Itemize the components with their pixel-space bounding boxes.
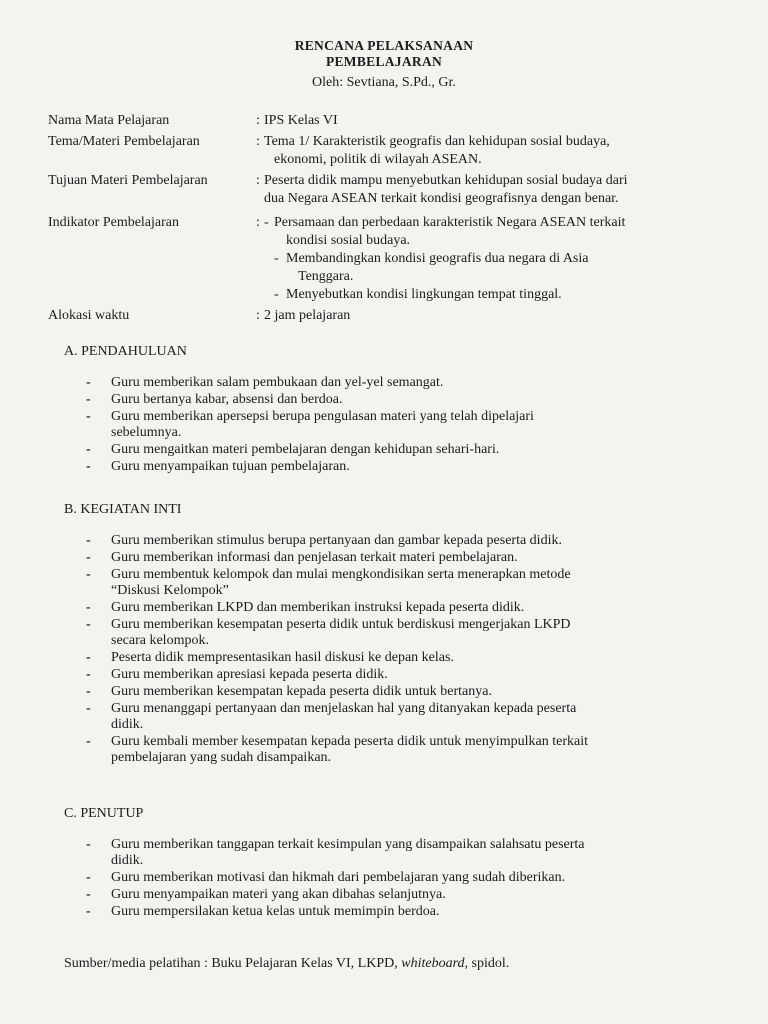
list-item-line: Guru menyampaikan tujuan pembelajaran.: [111, 459, 350, 474]
indicator-row: [48, 214, 728, 304]
indicator-dash: -: [274, 251, 279, 266]
list-item-line: Guru memberikan kesempatan peserta didik untuk berdiskusi mengerjakan LKPD: [111, 617, 571, 632]
bullet-dash: -: [86, 459, 91, 474]
lesson-metadata: [48, 112, 728, 328]
goal-label: Tujuan Materi Pembelajaran: [48, 173, 208, 188]
indicator-text: [286, 250, 588, 286]
colon: :: [256, 215, 260, 230]
list-item-line: Guru memberikan LKPD dan memberikan instruksi kepada peserta didik.: [111, 600, 525, 615]
indicator-item: [264, 250, 728, 286]
indicator-line: kondisi sosial budaya.: [286, 233, 411, 248]
list-item-line: Guru memberikan kesempatan kepada peserta didik untuk bertanya.: [111, 684, 492, 699]
section-pendahuluan: [64, 343, 724, 476]
list-item-line: didik.: [111, 717, 144, 732]
indicator-line: Persamaan dan perbedaan karakteristik Negara ASEAN terkait: [274, 215, 626, 230]
bullet-dash: -: [86, 567, 91, 582]
list-item: [64, 887, 724, 903]
list-item-text: [111, 701, 724, 733]
indicator-item: [264, 214, 728, 250]
list-item: [64, 684, 724, 700]
list-item-text: [111, 650, 724, 666]
list-item: [64, 734, 724, 766]
bullet-dash: -: [86, 667, 91, 682]
list-item: [64, 533, 724, 549]
list-item-line: Guru memberikan salam pembukaan dan yel-yel semangat.: [111, 375, 444, 390]
list-item-text: [111, 734, 724, 766]
list-item-text: [111, 837, 724, 869]
list-item-line: sebelumnya.: [111, 425, 182, 440]
list-item-text: [111, 375, 724, 391]
bullet-dash: -: [86, 392, 91, 407]
list-item: [64, 392, 724, 408]
bullet-dash: -: [86, 533, 91, 548]
section-title: C. PENUTUP: [64, 806, 144, 821]
indicator-line: Membandingkan kondisi geografis dua negara di Asia: [286, 251, 589, 266]
activity-list: [64, 837, 724, 920]
indicator-line: Tenggara.: [298, 269, 354, 284]
list-item-text: [111, 533, 724, 549]
theme-line-2: ekonomi, politik di wilayah ASEAN.: [274, 152, 482, 167]
bullet-dash: -: [86, 550, 91, 565]
list-item: [64, 567, 724, 599]
title-line-2: PEMBELAJARAN: [325, 54, 443, 69]
resources-label: Sumber/media pelatihan : Buku Pelajaran Kelas VI, LKPD,: [64, 956, 402, 971]
list-item-text: [111, 550, 724, 566]
list-item-line: Guru memberikan informasi dan penjelasan terkait materi pembelajaran.: [111, 550, 518, 565]
colon: :: [256, 173, 260, 188]
list-item-text: [111, 392, 724, 408]
list-item-text: [111, 442, 724, 458]
list-item-text: [111, 617, 724, 649]
bullet-dash: -: [86, 701, 91, 716]
list-item: [64, 409, 724, 441]
list-item-text: [111, 409, 724, 441]
list-item-text: [111, 887, 724, 903]
subject-label: Nama Mata Pelajaran: [48, 113, 170, 128]
time-value: [264, 307, 728, 325]
list-item: [64, 442, 724, 458]
list-item-line: Guru mengaitkan materi pembelajaran dengan kehidupan sehari-hari.: [111, 442, 500, 457]
colon: :: [256, 134, 260, 149]
time-label: Alokasi waktu: [48, 308, 130, 323]
resources-italic: whiteboard: [401, 956, 465, 971]
list-item: [64, 617, 724, 649]
list-item-line: Peserta didik mempresentasikan hasil diskusi ke depan kelas.: [111, 650, 454, 665]
goal-line-2: dua Negara ASEAN terkait kondisi geografisnya dengan benar.: [264, 191, 619, 206]
list-item: [64, 375, 724, 391]
list-item-line: Guru kembali member kesempatan kepada peserta didik untuk menyimpulkan terkait: [111, 734, 589, 749]
list-item-line: Guru menanggapi pertanyaan dan menjelaskan hal yang ditanyakan kepada peserta: [111, 701, 577, 716]
list-item-text: [111, 684, 724, 700]
indicator-text: [274, 214, 625, 250]
list-item: [64, 870, 724, 886]
list-item: [64, 600, 724, 616]
subject-value: [264, 112, 728, 130]
list-item-line: secara kelompok.: [111, 633, 209, 648]
list-item-line: Guru memberikan apersepsi berupa pengulasan materi yang telah dipelajari: [111, 409, 534, 424]
colon: :: [256, 308, 260, 323]
colon: :: [256, 113, 260, 128]
bullet-dash: -: [86, 870, 91, 885]
bullet-dash: -: [86, 734, 91, 749]
resources-rest: , spidol.: [464, 956, 510, 971]
list-item: [64, 650, 724, 666]
activity-list: [64, 375, 724, 475]
activity-list: [64, 533, 724, 766]
time-text: 2 jam pelajaran: [264, 308, 351, 323]
bullet-dash: -: [86, 442, 91, 457]
indicator-dash: -: [264, 215, 269, 230]
list-item-line: Guru bertanya kabar, absensi dan berdoa.: [111, 392, 343, 407]
indicator-label: Indikator Pembelajaran: [48, 215, 180, 230]
list-item-line: Guru memberikan stimulus berupa pertanyaan dan gambar kepada peserta didik.: [111, 533, 562, 548]
list-item: [64, 667, 724, 683]
goal-row: [48, 172, 728, 208]
document-header: [0, 38, 768, 92]
subject-row: [48, 112, 728, 130]
indicator-item: [264, 286, 728, 304]
indicator-line: Menyebutkan kondisi lingkungan tempat tinggal.: [286, 287, 562, 302]
list-item-line: didik.: [111, 853, 144, 868]
bullet-dash: -: [86, 600, 91, 615]
list-item: [64, 701, 724, 733]
title-line-1: RENCANA PELAKSANAAN: [294, 38, 474, 53]
bullet-dash: -: [86, 904, 91, 919]
section-penutup: [64, 805, 724, 921]
bullet-dash: -: [86, 684, 91, 699]
section-title: A. PENDAHULUAN: [64, 344, 187, 359]
bullet-dash: -: [86, 837, 91, 852]
list-item-line: “Diskusi Kelompok”: [111, 583, 229, 598]
goal-value: [264, 172, 728, 208]
section-title: B. KEGIATAN INTI: [64, 502, 182, 517]
list-item-text: [111, 459, 724, 475]
list-item-line: Guru menyampaikan materi yang akan dibahas selanjutnya.: [111, 887, 446, 902]
list-item-text: [111, 600, 724, 616]
bullet-dash: -: [86, 887, 91, 902]
bullet-dash: -: [86, 650, 91, 665]
list-item-line: Guru memberikan tanggapan terkait kesimpulan yang disampaikan salahsatu peserta: [111, 837, 585, 852]
indicator-list: [264, 214, 728, 304]
section-kegiatan-inti: [64, 501, 724, 767]
bullet-dash: -: [86, 409, 91, 424]
goal-line-1: Peserta didik mampu menyebutkan kehidupan sosial budaya dari: [264, 173, 628, 188]
list-item-text: [111, 567, 724, 599]
bullet-dash: -: [86, 375, 91, 390]
theme-label: Tema/Materi Pembelajaran: [48, 134, 200, 149]
list-item: [64, 550, 724, 566]
resources-line: [64, 955, 744, 973]
author-line: Oleh: Sevtiana, S.Pd., Gr.: [312, 75, 456, 90]
bullet-dash: -: [86, 617, 91, 632]
list-item-line: Guru membentuk kelompok dan mulai mengkondisikan serta menerapkan metode: [111, 567, 571, 582]
list-item: [64, 904, 724, 920]
theme-line-1: Tema 1/ Karakteristik geografis dan kehidupan sosial budaya,: [264, 134, 610, 149]
list-item: [64, 837, 724, 869]
theme-row: [48, 133, 728, 169]
indicator-text: [286, 286, 562, 304]
list-item: [64, 459, 724, 475]
list-item-line: Guru memberikan apresiasi kepada peserta didik.: [111, 667, 388, 682]
list-item-line: Guru memberikan motivasi dan hikmah dari pembelajaran yang sudah diberikan.: [111, 870, 566, 885]
subject-text: IPS Kelas VI: [264, 113, 338, 128]
list-item-text: [111, 904, 724, 920]
list-item-line: Guru mempersilakan ketua kelas untuk memimpin berdoa.: [111, 904, 440, 919]
theme-value: [264, 133, 728, 169]
time-row: [48, 307, 728, 325]
list-item-text: [111, 667, 724, 683]
list-item-text: [111, 870, 724, 886]
indicator-dash: -: [274, 287, 279, 302]
list-item-line: pembelajaran yang sudah disampaikan.: [111, 750, 332, 765]
